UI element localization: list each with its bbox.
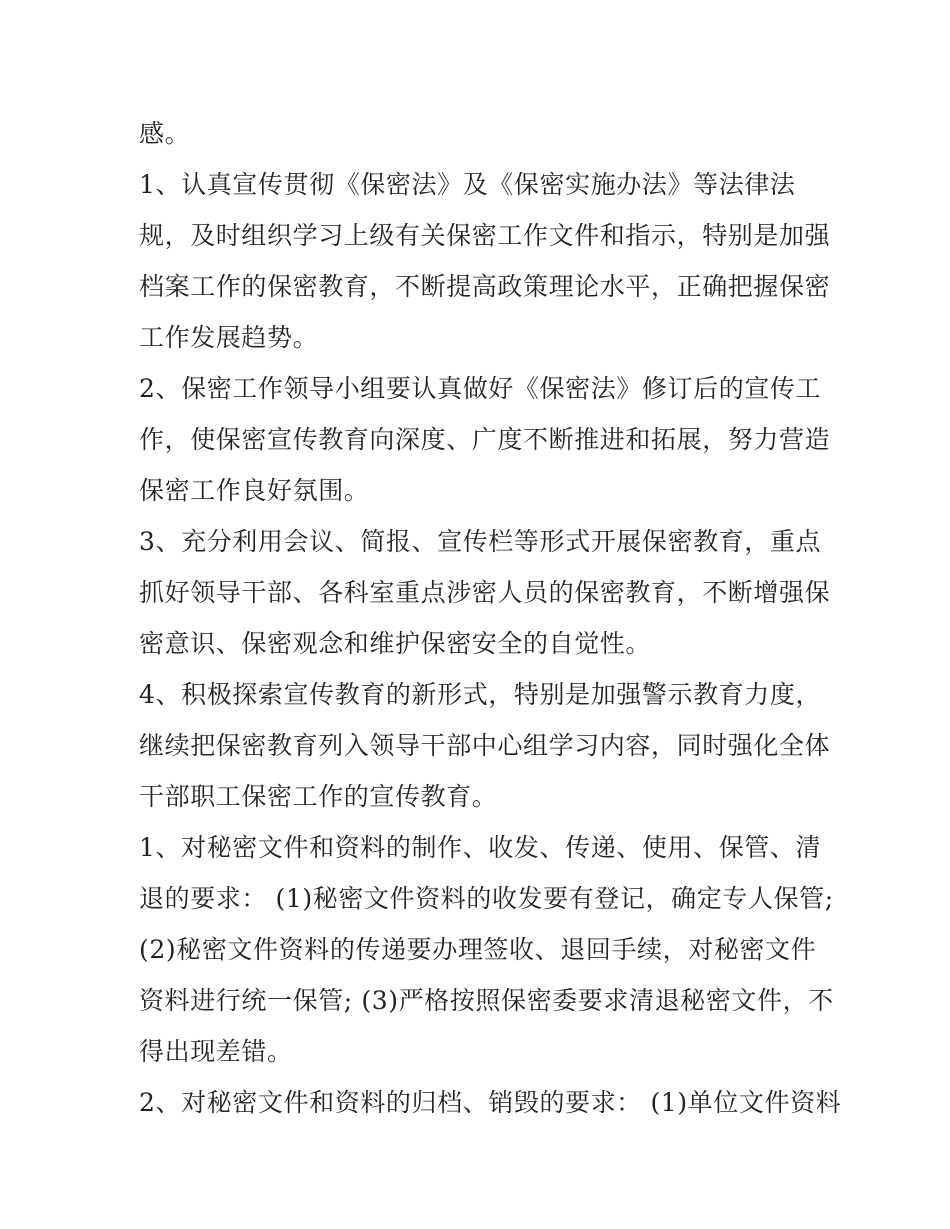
text-line: 密意识、保密观念和维护保密安全的自觉性。 [139,629,652,658]
text-line: 1、认真宣传贯彻《保密法》及《保密实施办法》等法律法 [139,170,796,199]
text-line: 档案工作的保密教育，不断提高政策理论水平，正确把握保密 [139,272,831,301]
text-line: 2、对秘密文件和资料的归档、销毁的要求： (1)单位文件资料 [139,1088,842,1117]
document-body [139,108,842,1128]
text-line: 继续把保密教育列入领导干部中心组学习内容，同时强化全体 [139,731,831,760]
text-line: 2、保密工作领导小组要认真做好《保密法》修订后的宣传工 [139,374,822,403]
text-line: 作，使保密宣传教育向深度、广度不断推进和拓展，努力营造 [139,425,831,454]
text-line: 抓好领导干部、各科室重点涉密人员的保密教育，不断增强保 [139,578,831,607]
text-line: (2)秘密文件资料的传递要办理签收、退回手续，对秘密文件 [139,935,817,964]
text-line: 3、充分利用会议、简报、宣传栏等形式开展保密教育，重点 [139,527,822,556]
text-line: 感。 [139,119,191,148]
text-line: 资料进行统一保管; (3)严格按照保密委要求清退秘密文件，不 [139,986,834,1015]
text-line: 得出现差错。 [139,1037,293,1066]
text-line: 1、对秘密文件和资料的制作、收发、传递、使用、保管、清 [139,833,822,862]
text-line: 4、积极探索宣传教育的新形式，特别是加强警示教育力度， [139,680,822,709]
text-line: 工作发展趋势。 [139,323,319,352]
text-line: 保密工作良好氛围。 [139,476,370,505]
text-line: 退的要求： (1)秘密文件资料的收发要有登记，确定专人保管; [139,884,834,913]
text-line: 规，及时组织学习上级有关保密工作文件和指示，特别是加强 [139,221,831,250]
text-line: 干部职工保密工作的宣传教育。 [139,782,498,811]
